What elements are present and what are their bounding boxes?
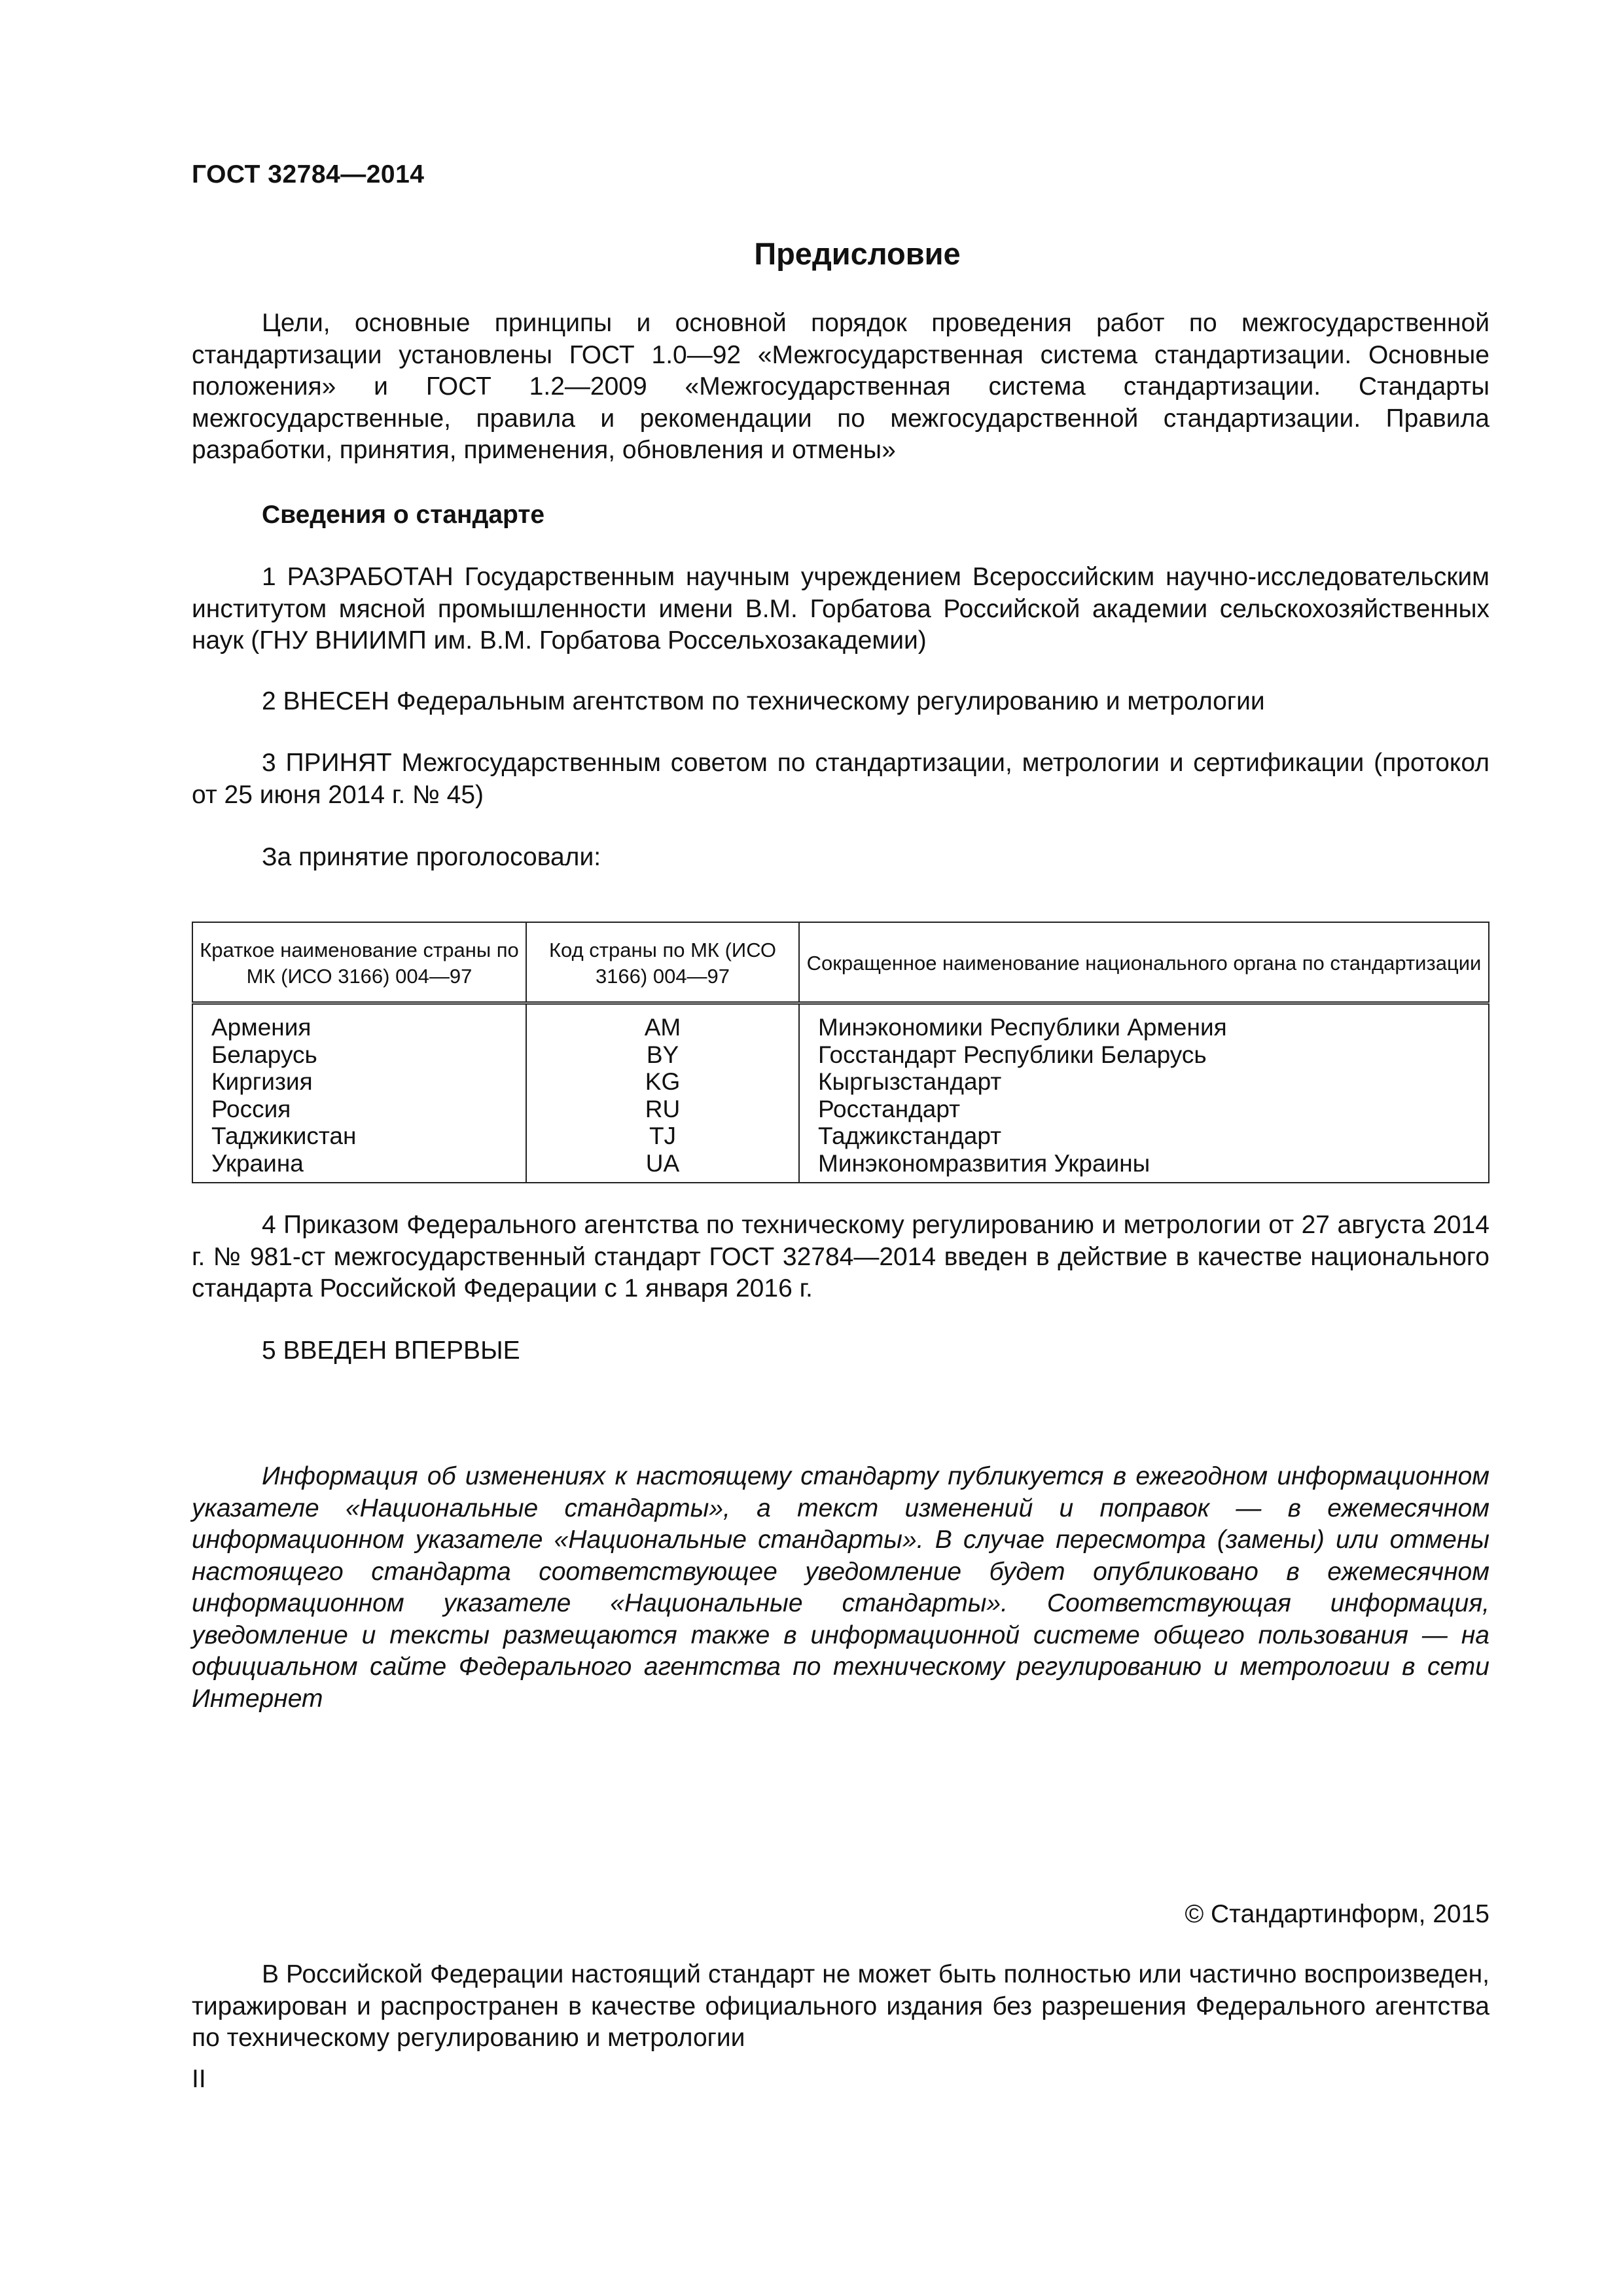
rights-paragraph: В Российской Федерации настоящий стандарт не может быть полностью или частично воспроизведен, тиражирован и распространен в качестве официального издания без разрешения Федерального агентства по техническому регулированию и метрологии	[192, 1960, 1489, 2052]
item-2-paragraph: 2 ВНЕСЕН Федеральным агентством по техническому регулированию и метрологии	[262, 687, 1265, 715]
table-row	[192, 1122, 1489, 1150]
item-3-paragraph: 3 ПРИНЯТ Межгосударственным советом по стандартизации, метрологии и сертификации (протокол от 25 июня 2014 г. № 45)	[192, 749, 1489, 809]
column-header-country: Краткое наименование страны по МК (ИСО 3166) 004—97	[192, 922, 526, 1003]
standards-body: Минэкономики Республики Армения	[799, 1003, 1489, 1041]
country-code: TJ	[526, 1122, 799, 1150]
country-name: Беларусь	[192, 1041, 526, 1069]
standards-body: Кыргызстандарт	[799, 1068, 1489, 1096]
page-number: II	[192, 2065, 206, 2093]
country-code: AM	[526, 1003, 799, 1041]
item-1-paragraph: 1 РАЗРАБОТАН Государственным научным учреждением Всероссийским научно-исследовательским институтом мясной промышленности имени В.М. Горбатова Российской академии сельскохозяйственных наук (ГНУ ВНИИМП им. В.М. Горбатова Россельхозакадемии)	[192, 563, 1489, 655]
table-row	[192, 1068, 1489, 1096]
copyright-line: © Стандартинформ, 2015	[1185, 1900, 1489, 1928]
document-id-header: ГОСТ 32784—2014	[192, 160, 425, 188]
intro-paragraph: Цели, основные принципы и основной порядок проведения работ по межгосударственной стандартизации установлены ГОСТ 1.0—92 «Межгосударственная система стандартизации. Основные положения» и ГОСТ 1.2—2009 «Межгосударственная система стандартизации. Стандарты межгосударственные, правила и рекомендации по межгосударственной стандартизации. Правила разработки, принятия, применения, обновления и отмены»	[192, 309, 1489, 464]
table-row	[192, 1003, 1489, 1041]
country-code: UA	[526, 1150, 799, 1183]
table-row	[192, 1096, 1489, 1123]
column-header-body: Сокращенное наименование национального органа по стандартизации	[799, 922, 1489, 1003]
standards-body: Госстандарт Республики Беларусь	[799, 1041, 1489, 1069]
column-header-code: Код страны по МК (ИСО 3166) 004—97	[526, 922, 799, 1003]
country-name: Россия	[192, 1096, 526, 1123]
notice-paragraph: Информация об изменениях к настоящему стандарту публикуется в ежегодном информационном указателе «Национальные стандарты», а текст изменений и поправок — в ежемесячном информационном указателе «Национальные стандарты». В случае пересмотра (замены) или отмены настоящего стандарта соответствующее уведомление будет опубликовано в ежемесячном информационном указателе «Национальные стандарты». Соответствующая информация, уведомление и тексты размещаются также в информационной системе общего пользования — на официальном сайте Федерального агентства по техническому регулированию и метрологии в сети Интернет	[192, 1462, 1489, 1713]
country-name: Армения	[192, 1003, 526, 1041]
item-5-paragraph: 5 ВВЕДЕН ВПЕРВЫЕ	[262, 1336, 520, 1365]
country-code: BY	[526, 1041, 799, 1069]
country-code: RU	[526, 1096, 799, 1123]
standards-body: Таджикстандарт	[799, 1122, 1489, 1150]
table-row	[192, 1041, 1489, 1069]
country-name: Украина	[192, 1150, 526, 1183]
standards-body: Минэкономразвития Украины	[799, 1150, 1489, 1183]
votes-label: За принятие проголосовали:	[262, 843, 601, 871]
country-name: Таджикистан	[192, 1122, 526, 1150]
standards-body: Росстандарт	[799, 1096, 1489, 1123]
item-4-paragraph: 4 Приказом Федерального агентства по техническому регулированию и метрологии от 27 августа 2014 г. № 981-ст межгосударственный стандарт ГОСТ 32784—2014 введен в действие в качестве национального стандарта Российской Федерации с 1 января 2016 г.	[192, 1211, 1489, 1302]
country-name: Киргизия	[192, 1068, 526, 1096]
table-row	[192, 1150, 1489, 1183]
country-code: KG	[526, 1068, 799, 1096]
info-heading: Сведения о стандарте	[262, 501, 545, 529]
table-header-row	[192, 922, 1489, 1003]
page-title: Предисловие	[754, 236, 961, 271]
countries-table	[192, 922, 1489, 1183]
